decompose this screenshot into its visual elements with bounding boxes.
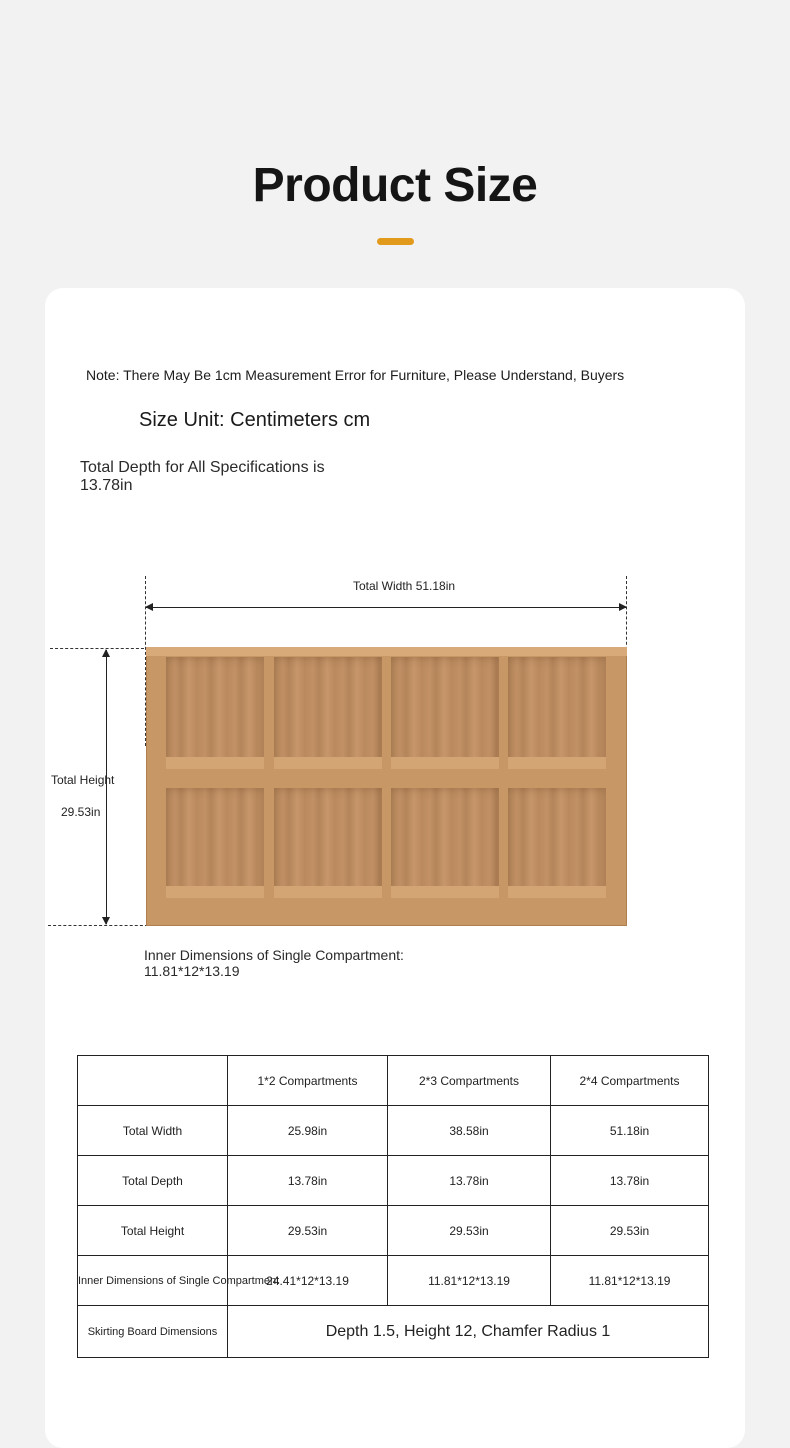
arrow-right-icon [619,603,627,611]
row-label: Total Depth [78,1156,228,1206]
table-cell: 24.41*12*13.19 [228,1256,388,1306]
total-width-label: Total Width 51.18in [353,579,456,593]
page-title: Product Size [252,159,538,212]
table-cell: 29.53in [388,1206,551,1256]
row-label: Total Height [78,1206,228,1256]
height-guide-bottom [48,925,148,926]
table-header-empty [78,1056,228,1106]
measurement-note: Note: There May Be 1cm Measurement Error for Furniture, Please Understand, Buyers [86,367,625,383]
compartment-floor [166,757,264,769]
table-cell: 13.78in [388,1156,551,1206]
arrow-up-icon [102,649,110,657]
compartment [391,657,499,769]
table-row [78,1256,709,1306]
total-height-label: Total Height [51,773,115,787]
width-arrow [146,607,626,608]
compartment-floor [508,886,606,898]
row-label: Total Width [78,1106,228,1156]
table-cell: 13.78in [228,1156,388,1206]
table-header-row [78,1056,709,1106]
table-cell: 29.53in [551,1206,709,1256]
table-row [78,1306,709,1358]
table-row [78,1156,709,1206]
compartment-floor [274,757,382,769]
title-accent-bar [377,238,414,245]
table-row [78,1206,709,1256]
table-header-cell: 1*2 Compartments [228,1056,388,1106]
compartment [508,788,606,898]
table-row [78,1106,709,1156]
compartment [508,657,606,769]
row-label: Inner Dimensions of Single Compartment [78,1256,228,1306]
table-cell: 13.78in [551,1156,709,1206]
table-cell: 25.98in [228,1106,388,1156]
skirting-value: Depth 1.5, Height 12, Chamfer Radius 1 [228,1306,709,1358]
total-depth-note: Total Depth for All Specifications is 13.78in [80,459,325,494]
table-cell: 38.58in [388,1106,551,1156]
table-cell: 29.53in [228,1206,388,1256]
compartment-floor [391,886,499,898]
compartment-floor [166,886,264,898]
shelf-top-edge [146,647,627,656]
table-cell: 51.18in [551,1106,709,1156]
table-header-cell: 2*3 Compartments [388,1056,551,1106]
table-cell: 11.81*12*13.19 [551,1256,709,1306]
total-height-value: 29.53in [61,805,101,819]
compartment-floor [274,886,382,898]
compartment [391,788,499,898]
compartment-floor [508,757,606,769]
compartment [274,657,382,769]
compartment [166,788,264,898]
compartment [166,657,264,769]
row-label: Skirting Board Dimensions [78,1306,228,1358]
table-header-cell: 2*4 Compartments [551,1056,709,1106]
size-table [77,1055,709,1358]
inner-dimensions-note: Inner Dimensions of Single Compartment: 11.81*12*13.19 [144,947,404,979]
shelf-image [146,647,627,926]
height-arrow [106,650,107,924]
arrow-down-icon [102,917,110,925]
table-cell: 11.81*12*13.19 [388,1256,551,1306]
arrow-left-icon [145,603,153,611]
size-unit: Size Unit: Centimeters cm [139,409,371,431]
compartment [274,788,382,898]
compartment-floor [391,757,499,769]
